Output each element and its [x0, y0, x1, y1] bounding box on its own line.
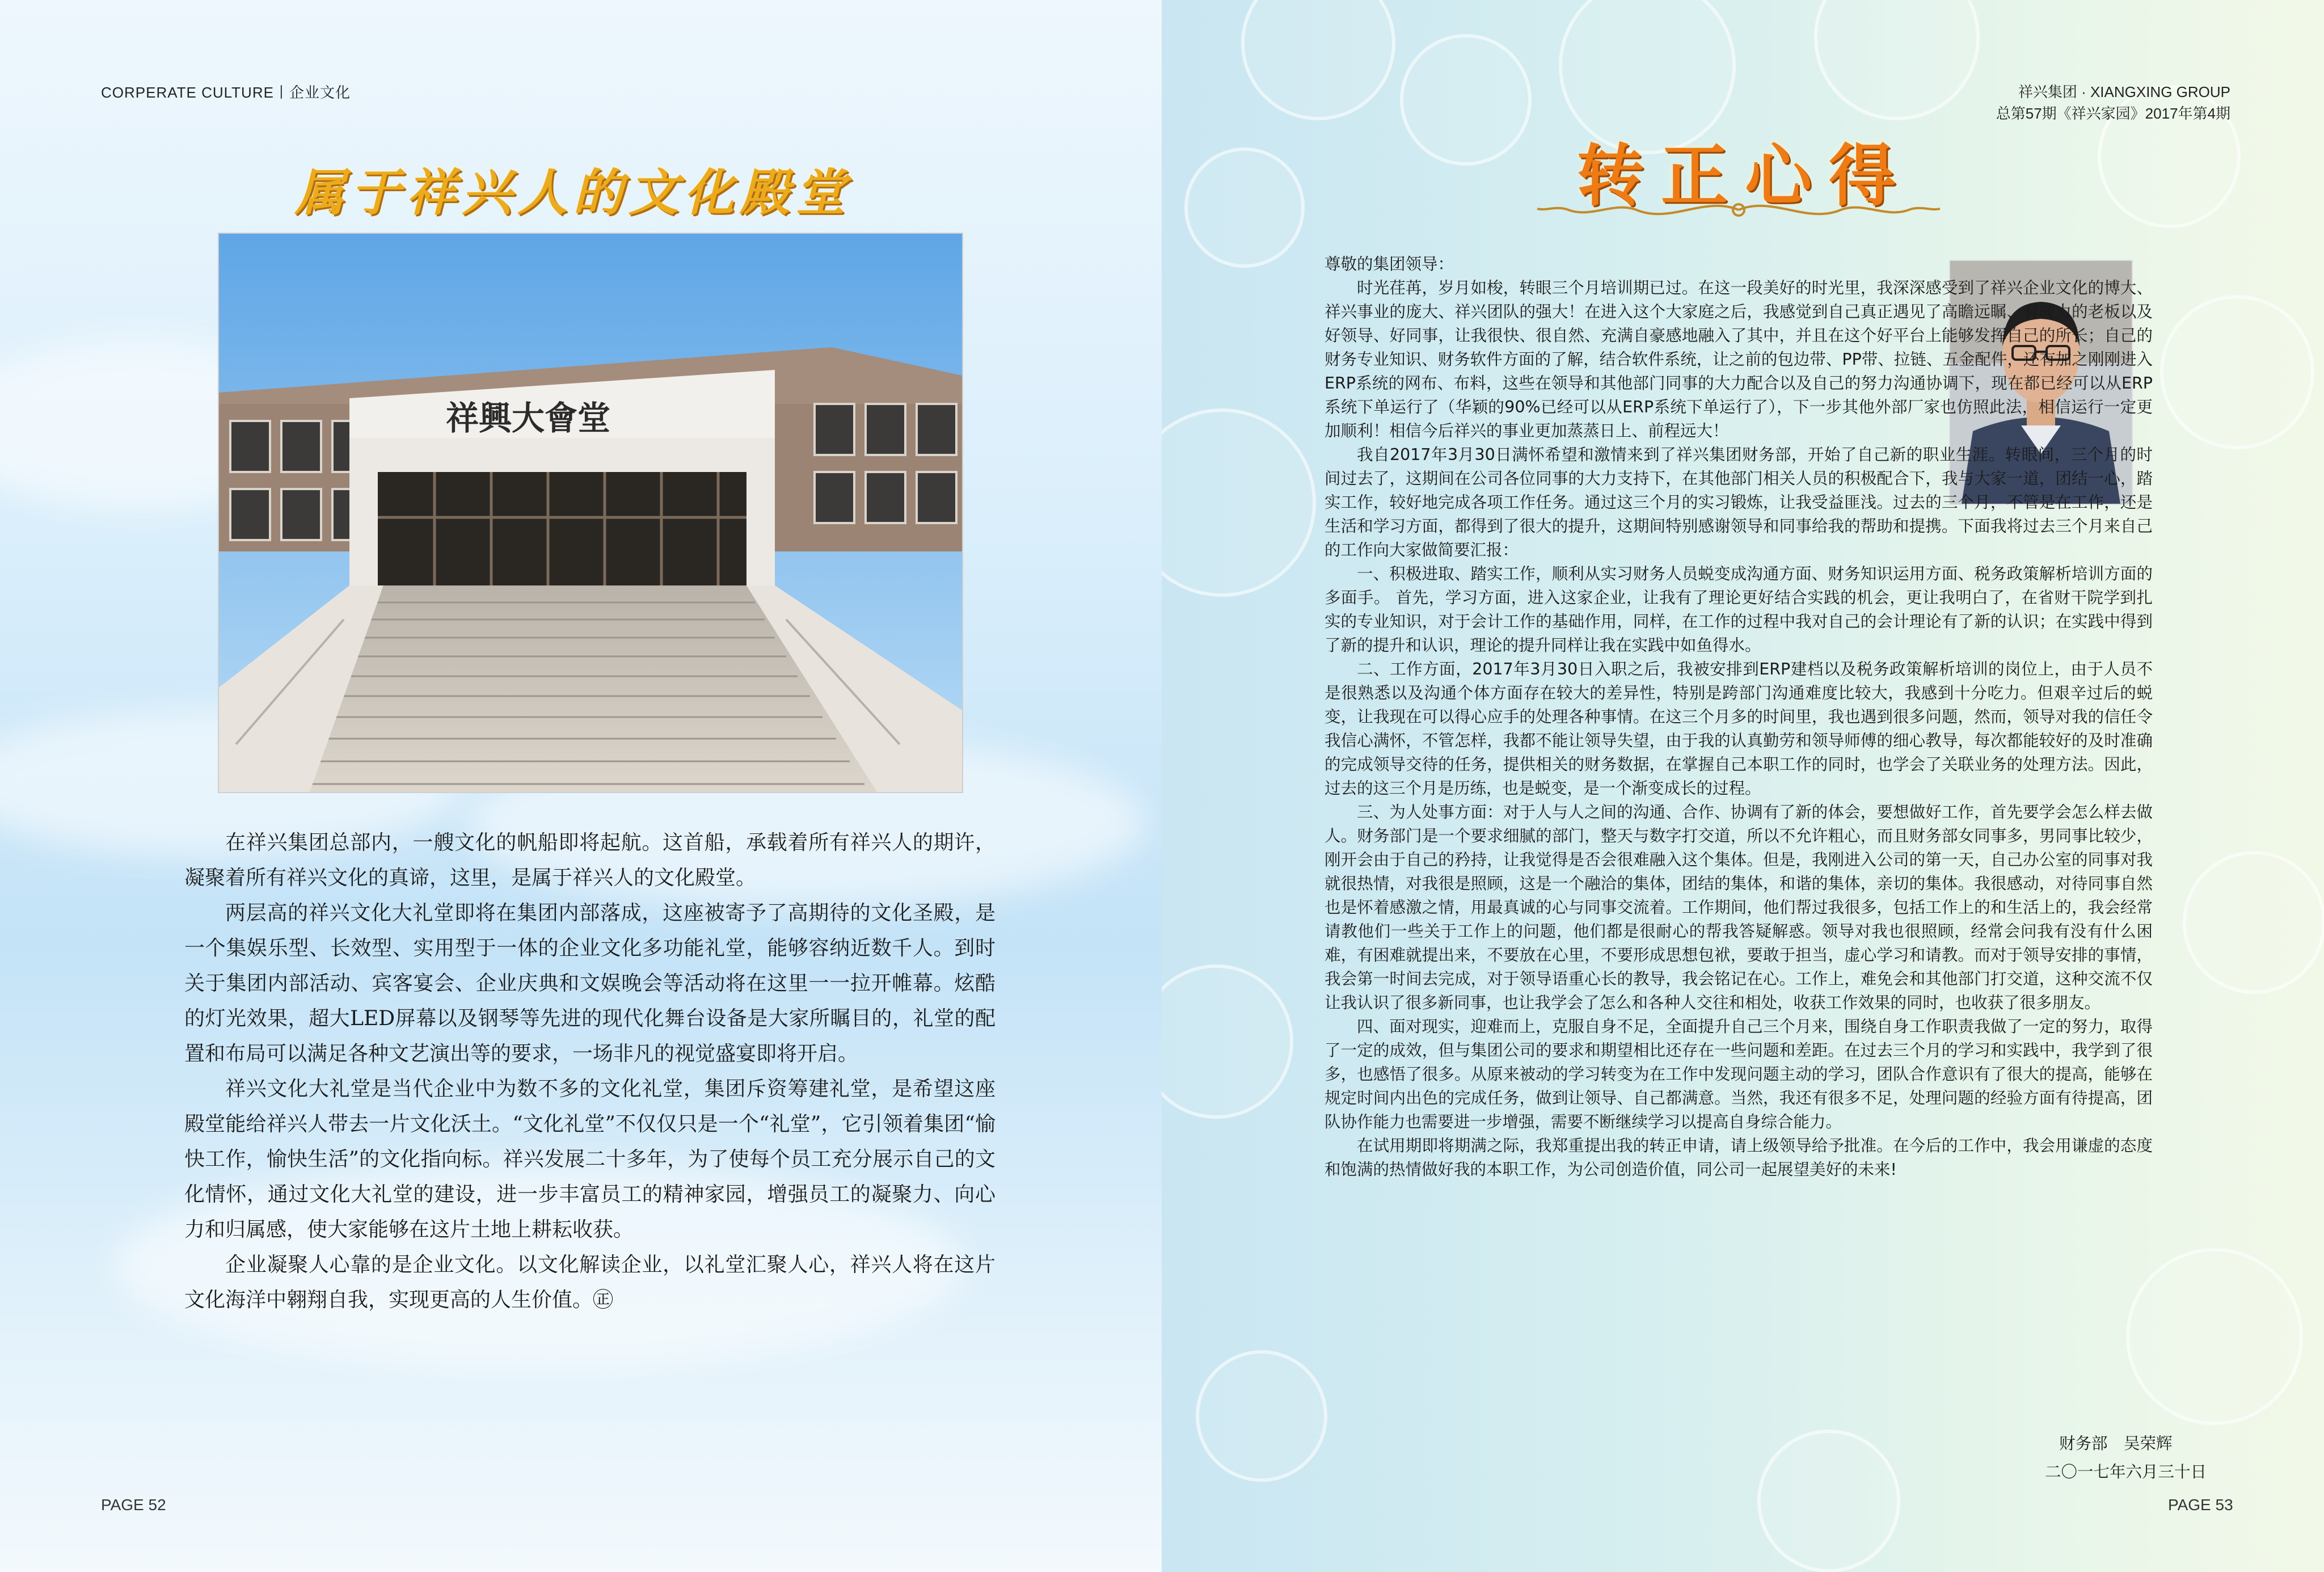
- article-body: [184, 825, 996, 1318]
- article-paragraph: 在试用期即将期满之际，我郑重提出我的转正申请，请上级领导给予批准。在今后的工作中，我会用谦虚的态度和饱满的热情做好我的本职工作，为公司创造价值，同公司一起展望美好的未来!: [1325, 1136, 2153, 1179]
- article-paragraph: 企业凝聚人心靠的是企业文化。以文化解读企业，以礼堂汇聚人心，祥兴人将在这片文化海洋中翱翔自我，实现更高的人生价值。㊣: [184, 1253, 996, 1312]
- bubble-decoration: [1814, 0, 1980, 120]
- bubble-decoration: [1241, 0, 1395, 120]
- bubble-decoration: [2126, 1248, 2303, 1425]
- article-paragraph: 两层高的祥兴文化大礼堂即将在集团内部落成，这座被寄予了高期待的文化圣殿，是一个集娱乐型、长效型、实用型于一体的企业文化多功能礼堂，能够容纳近数千人。到时关于集团内部活动、宾客宴会、企业庆典和文娱晚会等活动将在这里一一拉开帷幕。炫酷的灯光效果，超大LED屏幕以及钢琴等先进的现代化舞台设备是大家所瞩目的，礼堂的配置和布局可以满足各种文艺演出等的要求，一场非凡的视觉盛宴即将开启。: [184, 901, 996, 1065]
- article-paragraph: 祥兴文化大礼堂是当代企业中为数不多的文化礼堂，集团斥资筹建礼堂，是希望这座殿堂能给祥兴人带去一片文化沃土。“文化礼堂”不仅仅只是一个“礼堂”，它引领着集团“愉快工作，愉快生活”的文化指向标。祥兴发展二十多年，为了使每个员工充分展示自己的文化情怀，通过文化大礼堂的建设，进一步丰富员工的精神家园，增强员工的凝聚力、向心力和归属感，使大家能够在这片土地上耕耘收获。: [184, 1077, 996, 1241]
- page-number-right: PAGE 53: [2168, 1496, 2233, 1514]
- article-title-right: 转正心得: [1577, 137, 1913, 215]
- bubble-decoration: [1196, 1350, 1327, 1482]
- article-paragraph: 时光荏苒，岁月如梭，转眼三个月培训期已过。在这一段美好的时光里，我深深感受到了祥兴企业文化的博大、祥兴事业的庞大、祥兴团队的强大！在进入这个大家庭之后，我感觉到自己真正遇见了高瞻远瞩、有魄力的老板以及好领导、好同事，让我很快、很自然、充满自豪感地融入了其中，并且在这个好平台上能够发挥自己的所长；自己的财务专业知识、财务软件方面的了解，结合软件系统，让之前的包边带、PP带、拉链、五金配件，还有加之刚刚进入ERP系统的网布、布料，这些在领导和其他部门同事的大力配合以及自己的努力沟通协调下，现在都已经可以从ERP系统下单运行了（华颖的90%已经可以从ERP系统下单运行了），下一步其他外部厂家也仿照此法，相信运行一定更加顺利！相信今后祥兴的事业更加蒸蒸日上、前程远大！: [1325, 279, 2153, 440]
- signature-date: 二〇一七年六月三十日: [2045, 1463, 2207, 1481]
- title-ornament: [1534, 193, 1943, 227]
- magazine-group-name: 祥兴集团 · XIANGXING GROUP: [2018, 83, 2230, 100]
- bubble-decoration: [1162, 964, 1293, 1119]
- article-paragraph: 二、工作方面，2017年3月30日入职之后，我被安排到ERP建档以及税务政策解析培训的岗位上，由于人员不是很熟悉以及沟通个体方面存在较大的差异性，特别是跨部门沟通难度比较大，我感到十分吃力。但艰辛过后的蜕变，让我现在可以得心应手的处理各种事情。在这三个月多的时间里，我也遇到很多问题，然而，领导对我的信任令我信心满怀，不管怎样，我都不能让领导失望，由于我的认真勤劳和领导师傅的细心教导，每次都能较好的及时准确的完成领导交待的任务，提供相关的财务数据，在掌握自己本职工作的同时，也学会了关联业务的处理方法。因此，过去的这三个月是历练，也是蜕变，是一个渐变成长的过程。: [1325, 660, 2153, 798]
- bubble-decoration: [1400, 34, 1532, 166]
- article-title: 属于祥兴人的文化殿堂: [295, 163, 851, 222]
- article-paragraph: 一、积极进取、踏实工作，顺利从实习财务人员蜕变成沟通方面、财务知识运用方面、税务政策解析培训方面的多面手。 首先，学习方面，进入这家企业，让我有了理论更好结合实践的机会，更让我明白了，在省财干院学到扎实的专业知识，对于会计工作的基础作用，同样，在工作的过程中我对自己的会计理论有了新的认识；在实践中得到了新的提升和认识，理论的提升同样让我在实践中如鱼得水。: [1325, 564, 2153, 655]
- auditorium-photo: [219, 234, 962, 792]
- signature-name: 财务部 吴荣辉: [2059, 1434, 2173, 1453]
- section-header: CORPERATE CULTURE丨企业文化: [101, 84, 351, 101]
- page-number-left: PAGE 52: [101, 1496, 166, 1514]
- salutation: 尊敬的集团领导：: [1325, 255, 1454, 273]
- article-paragraph: 我自2017年3月30日满怀希望和激情来到了祥兴集团财务部，开始了自己新的职业生涯。转眼间，三个月的时间过去了，这期间在公司各位同事的大力支持下，在其他部门相关人员的积极配合下，我与大家一道，团结一心，踏实工作，较好地完成各项工作任务。通过这三个月的实习锻炼，让我受益匪浅。过去的三个月，不管是在工作，还是生活和学习方面，都得到了很大的提升，这期间特别感谢领导和同事给我的帮助和提携。下面我将过去三个月来自己的工作向大家做简要汇报：: [1325, 445, 2153, 559]
- bubble-decoration: [1162, 408, 1316, 597]
- building-sign: 祥興大會堂: [446, 399, 611, 437]
- bubble-decoration: [1184, 147, 1305, 268]
- bubble-decoration: [1757, 1430, 1900, 1572]
- article-body-right: [1325, 252, 2153, 1182]
- article-paragraph: 四、面对现实，迎难而上，克服自身不足，全面提升自己三个月来，围绕自身工作职责我做了一定的努力，取得了一定的成效，但与集团公司的要求和期望相比还存在一些问题和差距。在过去三个月的学习和实践中，我学到了很多，也感悟了很多。从原来被动的学习转变为在工作中发现问题主动的学习，团队合作意识有了很大的提高，能够在规定时间内出色的完成任务，做到让领导、自己都满意。当然，我还有很多不足，处理问题的经验方面有待提高，团队协作能力也需要进一步增强，需要不断继续学习以提高自身综合能力。: [1325, 1017, 2153, 1131]
- article-paragraph: 三、为人处事方面：对于人与人之间的沟通、合作、协调有了新的体会，要想做好工作，首先要学会怎么样去做人。财务部门是一个要求细腻的部门，整天与数字打交道，所以不允许粗心，而且财务部女同事多，男同事比较少，刚开会由于自己的矜持，让我觉得是否会很难融入这个集体。但是，我刚进入公司的第一天，自己办公室的同事对我就很热情，对我很是照顾，这是一个融洽的集体，团结的集体，和谐的集体，亲切的集体。我很感动，对待同事自然也是怀着感激之情，用最真诚的心与同事交流着。工作期间，他们帮过我很多，包括工作上的和生活上的，我会经常请教他们一些关于工作上的问题，他们都是很耐心的帮我答疑解惑。领导对我也很照顾，经常会问我有没有什么困难，有困难就提出来，不要放在心里，不要形成思想包袱，要敢于担当，虚心学习和请教。而对于领导安排的事情，我会第一时间去完成，对于领导语重心长的教导，我会铭记在心。工作上，难免会和其他部门打交道，这种交流不仅让我认识了很多新同事，也让我学会了怎么和各种人交往和相处，收获工作效果的同时，也收获了很多朋友。: [1325, 803, 2153, 1012]
- magazine-issue: 总第57期《祥兴家园》2017年第4期: [1996, 105, 2230, 122]
- bubble-decoration: [2160, 295, 2314, 449]
- magazine-header: [1996, 81, 2230, 124]
- article-paragraph: 在祥兴集团总部内，一艘文化的帆船即将起航。这首船，承载着所有祥兴人的期许，凝聚着所有祥兴文化的真谛，这里，是属于祥兴人的文化殿堂。: [184, 831, 996, 890]
- bubble-decoration: [2183, 851, 2324, 994]
